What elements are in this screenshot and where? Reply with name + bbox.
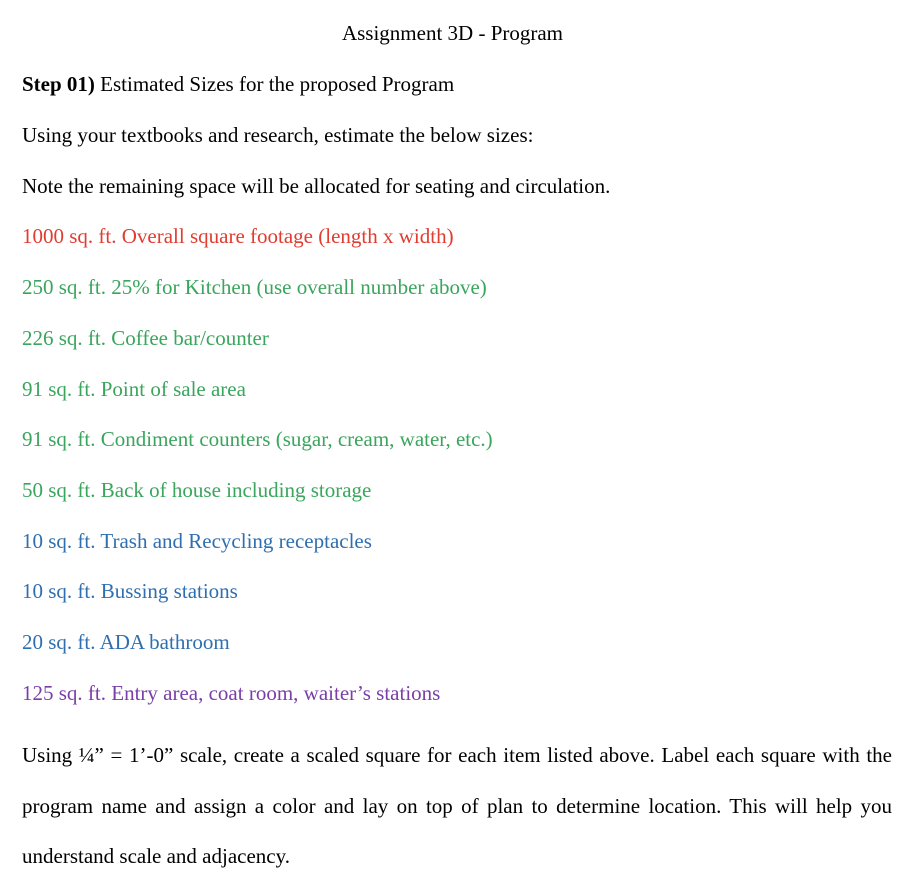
program-item-point-of-sale: 91 sq. ft. Point of sale area (22, 377, 246, 401)
program-item-condiment-counters: 91 sq. ft. Condiment counters (sugar, cream, water, etc.) (22, 427, 493, 451)
program-item-overall: 1000 sq. ft. Overall square footage (length x width) (22, 224, 454, 248)
note-text: Note the remaining space will be allocated for seating and circulation. (22, 174, 611, 198)
page-title: Assignment 3D - Program (341, 21, 564, 45)
program-item-kitchen: 250 sq. ft. 25% for Kitchen (use overall number above) (22, 275, 487, 299)
program-item-ada-bathroom: 20 sq. ft. ADA bathroom (22, 630, 230, 654)
program-item-trash-recycling: 10 sq. ft. Trash and Recycling receptacles (22, 529, 372, 553)
instructions-paragraph: Using ¼” = 1’-0” scale, create a scaled square for each item listed above. Label each square with the program name and assign a color and lay on top of plan to determine location. This will help you understand scale and adjacency. (22, 743, 892, 868)
step-label: Step 01) (22, 72, 95, 96)
step-text: Estimated Sizes for the proposed Program (94, 72, 455, 96)
program-item-back-of-house: 50 sq. ft. Back of house including storage (22, 478, 372, 502)
program-item-coffee-bar: 226 sq. ft. Coffee bar/counter (22, 326, 269, 350)
program-item-entry-area: 125 sq. ft. Entry area, coat room, waiter’s stations (22, 681, 441, 705)
intro-text: Using your textbooks and research, estimate the below sizes: (22, 123, 534, 147)
step-heading (22, 69, 454, 99)
program-item-bussing-stations: 10 sq. ft. Bussing stations (22, 579, 238, 603)
